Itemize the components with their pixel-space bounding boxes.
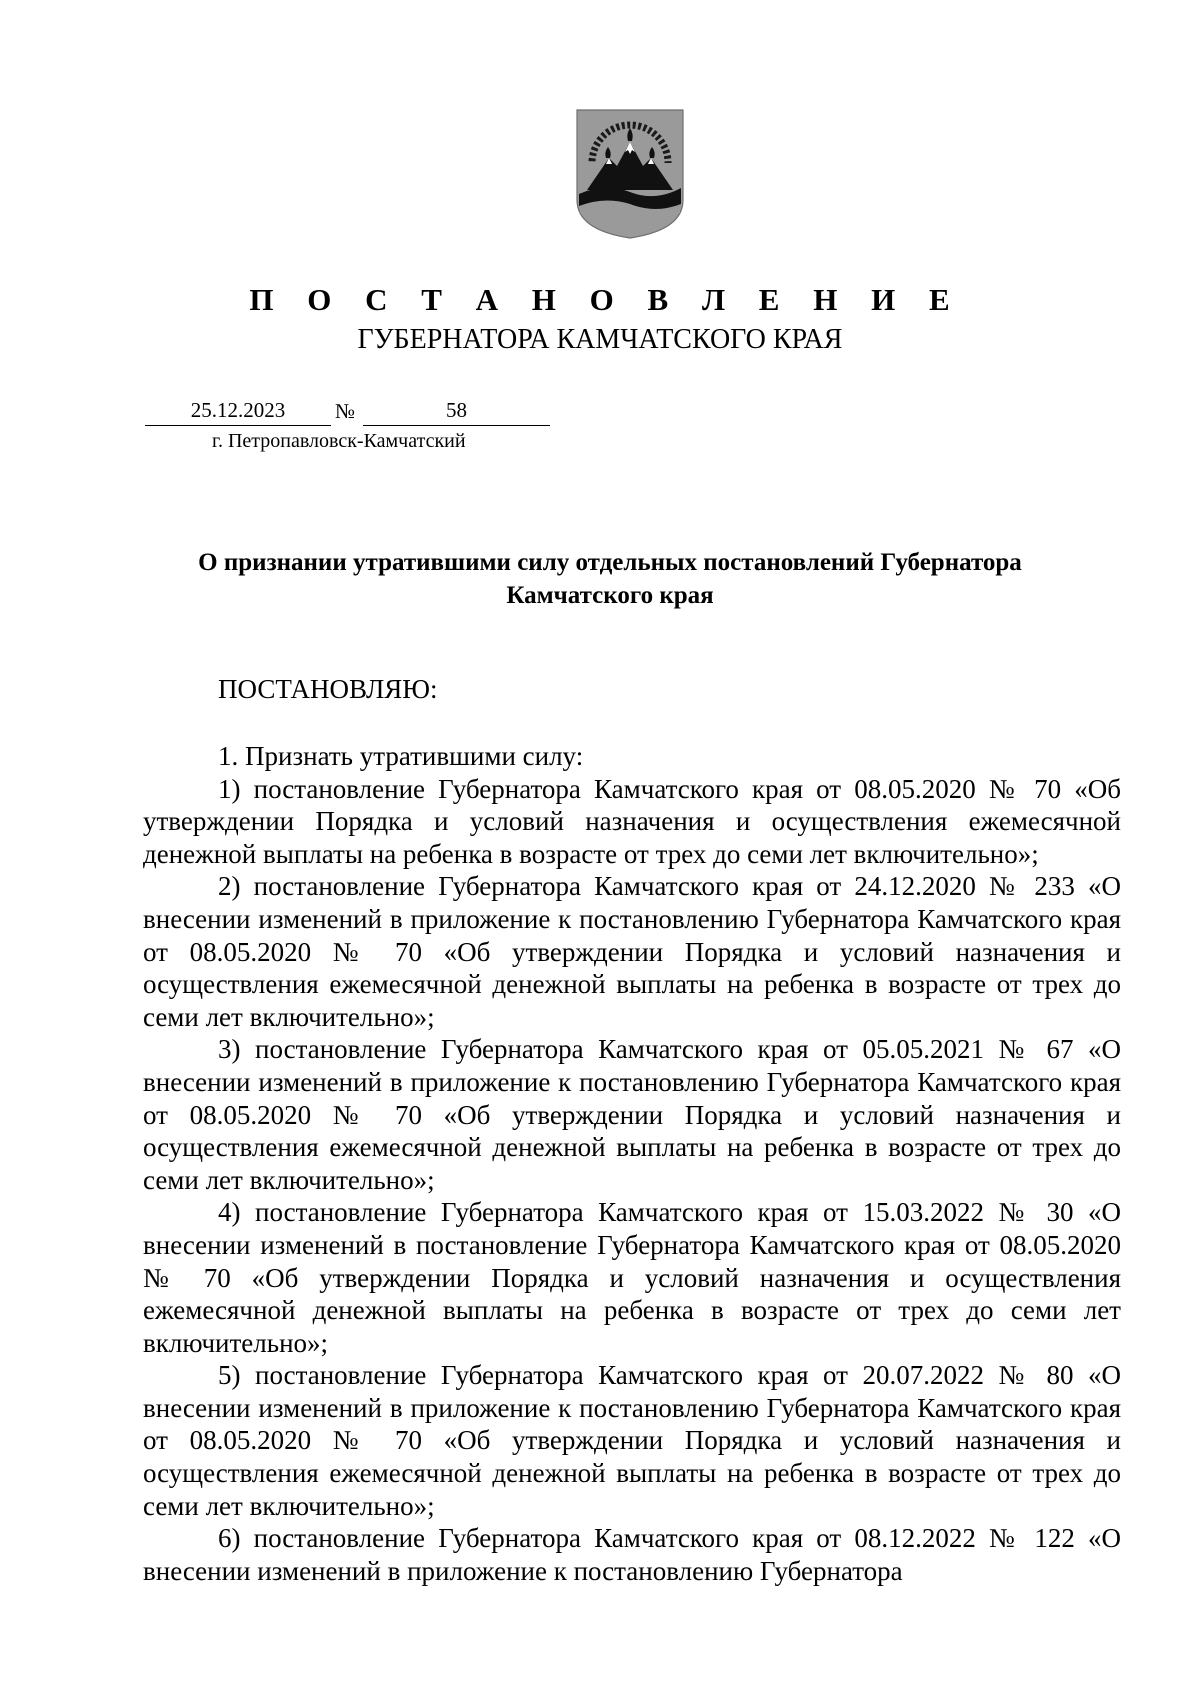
paragraph-item-1: 1. Признать утратившими силу: [218, 741, 584, 771]
document-date: 25.12.2023 [145, 395, 331, 426]
paragraph-subitem-1: 1) постановление Губернатора Камчатского края от 08.05.2020 № 70 «Об утверждении Порядка и условий назначения и осуществления ежемесячной денежной выплаты на ребенка в возрасте от трех до семи лет включительно»; [143, 773, 1121, 869]
paragraph-subitem-5: 5) постановление Губернатора Камчатского края от 20.07.2022 № 80 «О внесении изменений в приложение к постановлению Губернатора Камчатского края от 08.05.2020 № 70 «Об утверждении Порядка и условий назначения и осуществления ежемесячной денежной выплаты на ребенка в возрасте от трех до семи лет включительно»; [143, 1360, 1121, 1521]
paragraph-subitem-2: 2) постановление Губернатора Камчатского края от 24.12.2020 № 233 «О внесении изменений в приложение к постановлению Губернатора Камчатского края от 08.05.2020 № 70 «Об утверждении Порядка и условий назначения и осуществления ежемесячной денежной выплаты на ребенка в возрасте от трех до семи лет включительно»; [143, 871, 1121, 1032]
heading-line-2: Камчатского края [506, 582, 714, 609]
city-name: г. Петропавловск-Камчатский [212, 430, 466, 452]
document-heading [130, 546, 1090, 612]
number-sign: № [335, 399, 356, 423]
paragraph-subitem-6: 6) постановление Губернатора Камчатского края от 08.12.2022 № 122 «О внесении изменений в приложение к постановлению Губернатора [143, 1523, 1121, 1586]
paragraph-subitem-4: 4) постановление Губернатора Камчатского края от 15.03.2022 № 30 «О внесении изменений в постановление Губернатора Камчатского края от 08.05.2020 № 70 «Об утверждении Порядка и условий назначения и осуществления ежемесячной денежной выплаты на ребенка в возрасте от трех до семи лет включительно»; [143, 1197, 1121, 1358]
decree-word: ПОСТАНОВЛЯЮ: [218, 674, 438, 704]
document-type-title: П О С Т А Н О В Л Е Н И Е [249, 282, 963, 317]
paragraph-subitem-3: 3) постановление Губернатора Камчатского края от 05.05.2021 № 67 «О внесении изменений в приложение к постановлению Губернатора Камчатского края от 08.05.2020 № 70 «Об утверждении Порядка и условий назначения и осуществления ежемесячной денежной выплаты на ребенка в возрасте от трех до семи лет включительно»; [143, 1034, 1121, 1195]
date-number-line [145, 396, 550, 426]
document-body [143, 740, 1121, 1587]
coat-of-arms-emblem [575, 108, 685, 240]
issuer-subtitle: ГУБЕРНАТОРА КАМЧАТСКОГО КРАЯ [357, 324, 843, 355]
heading-line-1: О признании утратившими силу отдельных постановлений Губернатора [198, 549, 1022, 576]
document-number: 58 [363, 395, 550, 426]
